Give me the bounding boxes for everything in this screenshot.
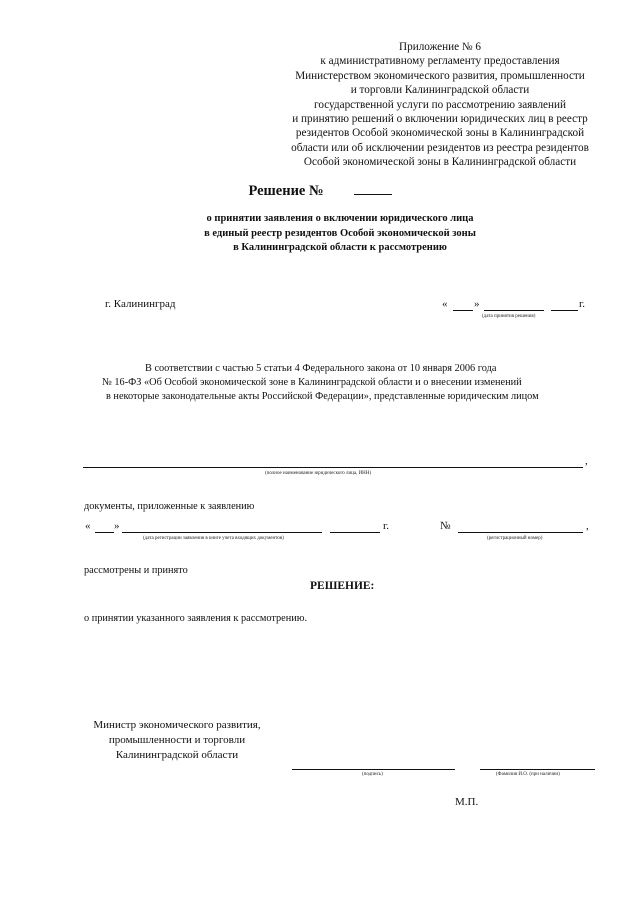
annex-line: Особой экономической зоны в Калининградской области bbox=[303, 156, 577, 169]
legal-entity-comma: , bbox=[585, 455, 588, 467]
name-caption: (Фамилия И.О. (при наличии) bbox=[496, 772, 560, 777]
preamble-line-3: в некоторые законодательные акты Российской Федерации», представленные юридическим лицом bbox=[106, 391, 539, 402]
document-title bbox=[0, 183, 640, 200]
date-caption: (дата принятия решения) bbox=[482, 314, 536, 319]
subtitle-line: в Калининградской области к рассмотрению bbox=[233, 242, 447, 253]
reg-date-caption: (дата регистрации заявления в книге учета входящих документов) bbox=[143, 536, 284, 541]
annex-header bbox=[270, 40, 610, 170]
decision-heading: РЕШЕНИЕ: bbox=[310, 580, 375, 592]
place-of-issue: г. Калининград bbox=[105, 298, 176, 310]
date-quote-open: « bbox=[442, 298, 448, 310]
annex-line: области или об исключении резидентов из реестра резидентов bbox=[291, 141, 589, 154]
reg-number-caption: (регистрационный номер) bbox=[487, 536, 543, 541]
documents-text: документы, приложенные к заявлению bbox=[84, 501, 255, 512]
signature-blank bbox=[292, 769, 455, 770]
annex-line: Приложение № 6 bbox=[399, 41, 481, 53]
preamble-line-1: В соответствии с частью 5 статьи 4 Федерального закона от 10 января 2006 года bbox=[145, 363, 497, 374]
reg-number-sign: № bbox=[440, 520, 451, 532]
subtitle-line: в единый реестр резидентов Особой экономической зоны bbox=[204, 227, 476, 239]
reg-quote-open: « bbox=[85, 520, 91, 532]
date-day-blank bbox=[453, 310, 473, 311]
annex-line: и торговли Калининградской области bbox=[350, 84, 530, 97]
preamble-line-2: № 16-ФЗ «Об Особой экономической зоне в Калининградской области и о внесении изменений bbox=[102, 377, 522, 388]
document-subtitle bbox=[150, 212, 530, 256]
name-blank bbox=[480, 769, 595, 770]
annex-line: к административному регламенту предоставления bbox=[320, 55, 560, 68]
signatory-line: промышленности и торговли bbox=[108, 734, 246, 746]
document-title-text: Решение № bbox=[248, 183, 324, 199]
reg-day-blank bbox=[95, 532, 114, 533]
reg-number-comma: , bbox=[586, 520, 589, 532]
signatory-line: Министр экономического развития, bbox=[93, 719, 261, 731]
date-year-blank bbox=[551, 310, 578, 311]
date-quote-close: » bbox=[474, 298, 480, 310]
reg-number-blank bbox=[458, 532, 583, 533]
considered-text: рассмотрены и принято bbox=[84, 565, 188, 576]
annex-line: государственной услуги по рассмотрению заявлений bbox=[314, 98, 566, 111]
decision-number-blank bbox=[354, 184, 392, 195]
reg-year-suffix: г. bbox=[383, 520, 390, 532]
signatory-block bbox=[82, 718, 272, 763]
date-month-blank bbox=[484, 310, 544, 311]
signatory-line: Калининградской области bbox=[115, 749, 239, 761]
signature-caption: (подпись) bbox=[362, 772, 383, 777]
subtitle-line: о принятии заявления о включении юридического лица bbox=[206, 213, 474, 224]
legal-entity-blank bbox=[83, 467, 583, 468]
decision-text: о принятии указанного заявления к рассмотрению. bbox=[84, 613, 308, 624]
reg-month-blank bbox=[122, 532, 322, 533]
stamp-placeholder: М.П. bbox=[455, 796, 479, 808]
reg-year-blank bbox=[330, 532, 380, 533]
date-year-suffix: г. bbox=[579, 298, 586, 310]
legal-entity-caption: (полное наименование юридического лица, ИНН) bbox=[265, 471, 372, 476]
annex-line: и принятию решений о включении юридических лиц в реестр bbox=[292, 113, 588, 126]
annex-line: резидентов Особой экономической зоны в Калининградской bbox=[295, 127, 585, 140]
reg-quote-close: » bbox=[114, 520, 120, 532]
annex-line: Министерством экономического развития, промышленности bbox=[295, 69, 585, 82]
